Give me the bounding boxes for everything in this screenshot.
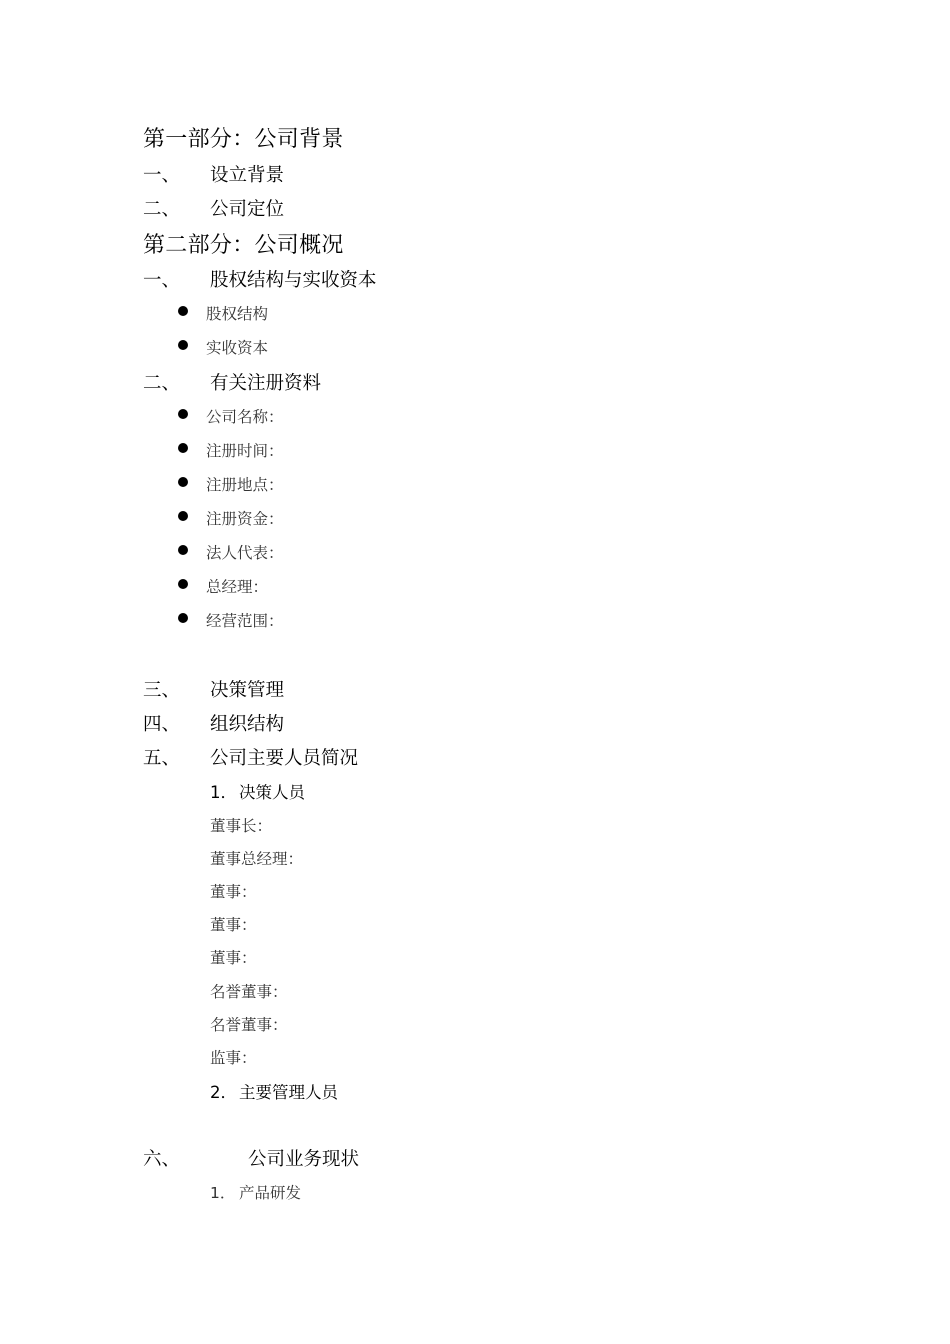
section-number: 四、 (143, 714, 181, 735)
subsection-number: 1． (210, 783, 237, 802)
person-role: 董事： (210, 916, 257, 934)
person-role: 名誉董事： (210, 983, 288, 1001)
bullet-icon (178, 306, 188, 316)
part-1-heading: 第一部分：公司背景 (143, 127, 344, 152)
section-number: 二、 (143, 373, 181, 394)
bullet-icon (178, 579, 188, 589)
list-item: 注册时间： (206, 442, 284, 460)
section-number: 五、 (143, 748, 181, 769)
section-number: 二、 (143, 199, 181, 220)
subsection-title: 主要管理人员 (239, 1083, 338, 1102)
part-2-heading: 第二部分：公司概况 (143, 233, 344, 258)
section-title: 决策管理 (210, 680, 285, 701)
list-item: 经营范围： (206, 612, 284, 630)
person-role: 名誉董事： (210, 1016, 288, 1034)
list-item: 实收资本 (206, 339, 269, 357)
section-number: 一、 (143, 270, 181, 291)
subsection-title: 产品研发 (239, 1184, 302, 1202)
list-item: 注册资金： (206, 510, 284, 528)
bullet-icon (178, 340, 188, 350)
bullet-icon (178, 511, 188, 521)
bullet-icon (178, 409, 188, 419)
section-number: 一、 (143, 165, 181, 186)
bullet-icon (178, 477, 188, 487)
bullet-icon (178, 545, 188, 555)
bullet-icon (178, 443, 188, 453)
section-title: 公司主要人员简况 (210, 748, 359, 769)
section-title: 公司业务现状 (248, 1149, 360, 1170)
subsection-title: 决策人员 (239, 783, 305, 802)
person-role: 董事： (210, 949, 257, 967)
subsection-number: 1． (210, 1184, 236, 1202)
section-title: 有关注册资料 (210, 373, 322, 394)
person-role: 监事： (210, 1049, 257, 1067)
person-role: 董事总经理： (210, 850, 304, 868)
section-number: 六、 (143, 1149, 181, 1170)
person-role: 董事： (210, 883, 257, 901)
section-title: 股权结构与实收资本 (210, 270, 377, 291)
list-item: 法人代表： (206, 544, 284, 562)
list-item: 总经理： (206, 578, 269, 596)
bullet-icon (178, 613, 188, 623)
list-item: 公司名称： (206, 408, 284, 426)
section-number: 三、 (143, 680, 181, 701)
section-title: 公司定位 (210, 199, 285, 220)
person-role: 董事长： (210, 817, 273, 835)
section-title: 组织结构 (210, 714, 285, 735)
subsection-number: 2． (210, 1083, 237, 1102)
list-item: 注册地点： (206, 476, 284, 494)
section-title: 设立背景 (210, 165, 285, 186)
list-item: 股权结构 (206, 305, 269, 323)
